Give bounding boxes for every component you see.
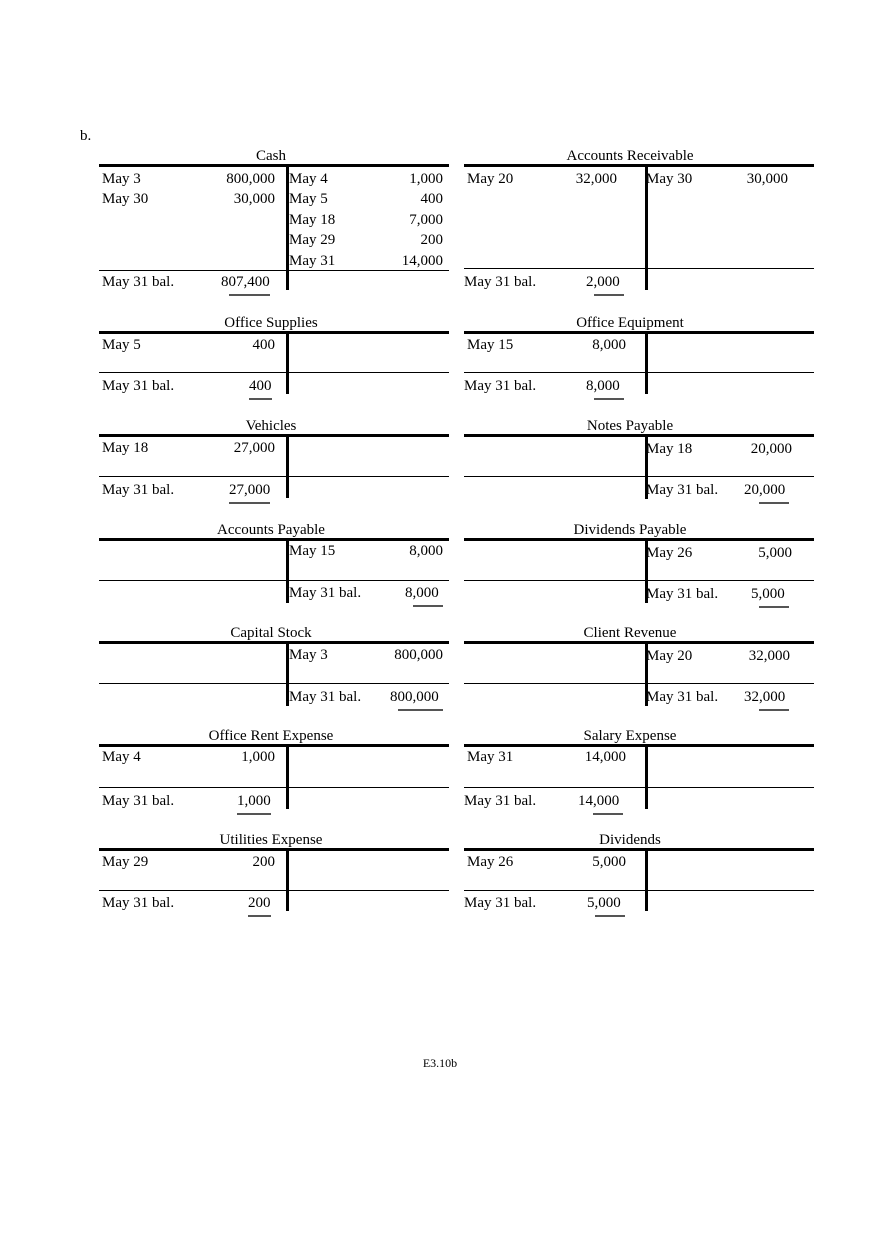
account-title: Office Rent Expense bbox=[208, 728, 334, 744]
account-title: Notes Payable bbox=[586, 418, 674, 434]
credit-amount: 200 bbox=[420, 232, 443, 248]
t-account-top-rule bbox=[464, 538, 814, 541]
debit-date: May 29 bbox=[102, 854, 149, 870]
balance-amount: 800,000 bbox=[390, 687, 443, 711]
account-title: Capital Stock bbox=[230, 625, 312, 641]
credit-date: May 18 bbox=[646, 441, 693, 457]
double-underline: 1,000 bbox=[237, 791, 271, 815]
balance-label: May 31 bal. bbox=[646, 586, 719, 602]
balance-amount bbox=[237, 791, 271, 815]
t-account-top-rule bbox=[99, 848, 449, 851]
balance-amount bbox=[249, 376, 272, 400]
balance-label: May 31 bal. bbox=[464, 793, 537, 809]
credit-amount: 20,000 bbox=[750, 441, 792, 457]
balance-amount: 20,000 bbox=[744, 480, 789, 504]
balance-label: May 31 bal. bbox=[464, 378, 537, 394]
balance-amount: 2,000 bbox=[586, 272, 624, 296]
t-account-divider bbox=[286, 434, 289, 498]
page-footer: E3.10b bbox=[422, 1056, 458, 1070]
debit-amount: 800,000 bbox=[226, 171, 275, 187]
credit-amount: 800,000 bbox=[394, 647, 443, 663]
debit-amount: 1,000 bbox=[241, 749, 275, 765]
debit-date: May 4 bbox=[102, 749, 141, 765]
balance-label: May 31 bal. bbox=[289, 585, 362, 601]
t-account-top-rule bbox=[464, 331, 814, 334]
t-account-balance-rule bbox=[464, 787, 814, 788]
account-title: Vehicles bbox=[245, 418, 297, 434]
balance-amount: 5,000 bbox=[587, 893, 625, 917]
balance-label: May 31 bal. bbox=[464, 895, 537, 911]
account-title: Accounts Payable bbox=[217, 522, 325, 538]
double-underline: ,000 bbox=[759, 687, 789, 711]
t-account-divider bbox=[645, 744, 648, 809]
t-account-balance-rule bbox=[99, 476, 449, 477]
t-account-balance-rule bbox=[464, 580, 814, 581]
t-account-top-rule bbox=[464, 641, 814, 644]
credit-date: May 18 bbox=[289, 212, 336, 228]
account-title: Client Revenue bbox=[583, 625, 677, 641]
credit-date: May 31 bbox=[289, 253, 336, 269]
double-underline: ,000 bbox=[594, 376, 624, 400]
balance-amount bbox=[248, 893, 271, 917]
t-account-divider bbox=[286, 744, 289, 809]
t-account-balance-rule bbox=[464, 268, 814, 269]
credit-date: May 20 bbox=[646, 648, 693, 664]
part-label: b. bbox=[80, 128, 92, 144]
debit-date: May 30 bbox=[102, 191, 149, 207]
account-title: Accounts Receivable bbox=[566, 148, 694, 164]
debit-date: May 20 bbox=[467, 171, 514, 187]
t-account-divider bbox=[286, 331, 289, 394]
double-underline: 400 bbox=[249, 376, 272, 400]
credit-amount: 8,000 bbox=[409, 543, 443, 559]
t-account-balance-rule bbox=[464, 372, 814, 373]
t-account-top-rule bbox=[464, 744, 814, 747]
credit-amount: 400 bbox=[420, 191, 443, 207]
t-account-divider bbox=[645, 848, 648, 911]
balance-amount: 807,400 bbox=[221, 272, 270, 296]
credit-date: May 5 bbox=[289, 191, 328, 207]
debit-amount: 200 bbox=[252, 854, 275, 870]
credit-amount: 30,000 bbox=[746, 171, 788, 187]
account-title: Salary Expense bbox=[583, 728, 677, 744]
balance-label: May 31 bal. bbox=[289, 689, 362, 705]
t-account-balance-rule bbox=[464, 890, 814, 891]
account-title: Dividends bbox=[599, 832, 661, 848]
double-underline: 07,400 bbox=[229, 272, 270, 296]
debit-amount: 8,000 bbox=[592, 337, 626, 353]
double-underline: ,000 bbox=[594, 272, 624, 296]
balance-label: May 31 bal. bbox=[102, 895, 175, 911]
balance-label: May 31 bal. bbox=[646, 482, 719, 498]
t-account-balance-rule bbox=[464, 476, 814, 477]
account-title: Utilities Expense bbox=[219, 832, 323, 848]
credit-date: May 29 bbox=[289, 232, 336, 248]
balance-label: May 31 bal. bbox=[102, 482, 175, 498]
debit-amount: 14,000 bbox=[584, 749, 626, 765]
account-title: Office Supplies bbox=[224, 315, 318, 331]
balance-amount: 14,000 bbox=[578, 791, 623, 815]
credit-amount: 1,000 bbox=[409, 171, 443, 187]
t-account-divider bbox=[286, 848, 289, 911]
debit-date: May 31 bbox=[467, 749, 514, 765]
balance-amount: 32,000 bbox=[744, 687, 789, 711]
debit-amount: 5,000 bbox=[592, 854, 626, 870]
t-account-top-rule bbox=[464, 848, 814, 851]
double-underline: ,000 bbox=[595, 893, 625, 917]
t-account-balance-rule bbox=[99, 787, 449, 788]
balance-amount: 8,000 bbox=[405, 583, 443, 607]
credit-amount: 5,000 bbox=[758, 545, 792, 561]
credit-date: May 15 bbox=[289, 543, 336, 559]
double-underline: ,000 bbox=[413, 583, 443, 607]
debit-amount: 30,000 bbox=[233, 191, 275, 207]
t-account-top-rule bbox=[464, 434, 814, 437]
t-account-top-rule bbox=[99, 434, 449, 437]
t-account-balance-rule bbox=[99, 270, 449, 271]
t-account-top-rule bbox=[99, 164, 449, 167]
balance-amount bbox=[229, 480, 270, 504]
balance-amount: 8,000 bbox=[586, 376, 624, 400]
account-title: Cash bbox=[256, 148, 286, 164]
debit-date: May 18 bbox=[102, 440, 149, 456]
debit-date: May 5 bbox=[102, 337, 141, 353]
t-account-top-rule bbox=[99, 641, 449, 644]
debit-amount: 27,000 bbox=[233, 440, 275, 456]
t-account-balance-rule bbox=[99, 683, 449, 684]
debit-amount: 400 bbox=[252, 337, 275, 353]
t-account-balance-rule bbox=[99, 580, 449, 581]
t-account-balance-rule bbox=[464, 683, 814, 684]
t-account-divider bbox=[645, 331, 648, 394]
balance-amount: 5,000 bbox=[751, 584, 789, 608]
credit-date: May 26 bbox=[646, 545, 693, 561]
debit-date: May 15 bbox=[467, 337, 514, 353]
double-underline: ,000 bbox=[759, 584, 789, 608]
debit-amount: 32,000 bbox=[575, 171, 617, 187]
credit-date: May 3 bbox=[289, 647, 328, 663]
credit-date: May 30 bbox=[646, 171, 693, 187]
credit-date: May 4 bbox=[289, 171, 328, 187]
balance-label: May 31 bal. bbox=[102, 378, 175, 394]
debit-date: May 26 bbox=[467, 854, 514, 870]
account-title: Dividends Payable bbox=[573, 522, 687, 538]
balance-label: May 31 bal. bbox=[464, 274, 537, 290]
double-underline: 27,000 bbox=[229, 480, 270, 504]
balance-label: May 31 bal. bbox=[102, 793, 175, 809]
account-title: Office Equipment bbox=[576, 315, 684, 331]
balance-label: May 31 bal. bbox=[102, 274, 175, 290]
double-underline: 00,000 bbox=[398, 687, 443, 711]
t-account-top-rule bbox=[99, 331, 449, 334]
t-account-balance-rule bbox=[99, 372, 449, 373]
credit-amount: 7,000 bbox=[409, 212, 443, 228]
debit-date: May 3 bbox=[102, 171, 141, 187]
t-account-balance-rule bbox=[99, 890, 449, 891]
credit-amount: 14,000 bbox=[401, 253, 443, 269]
t-account-top-rule bbox=[464, 164, 814, 167]
double-underline: ,000 bbox=[593, 791, 623, 815]
double-underline: 200 bbox=[248, 893, 271, 917]
double-underline: ,000 bbox=[759, 480, 789, 504]
credit-amount: 32,000 bbox=[748, 648, 790, 664]
balance-label: May 31 bal. bbox=[646, 689, 719, 705]
